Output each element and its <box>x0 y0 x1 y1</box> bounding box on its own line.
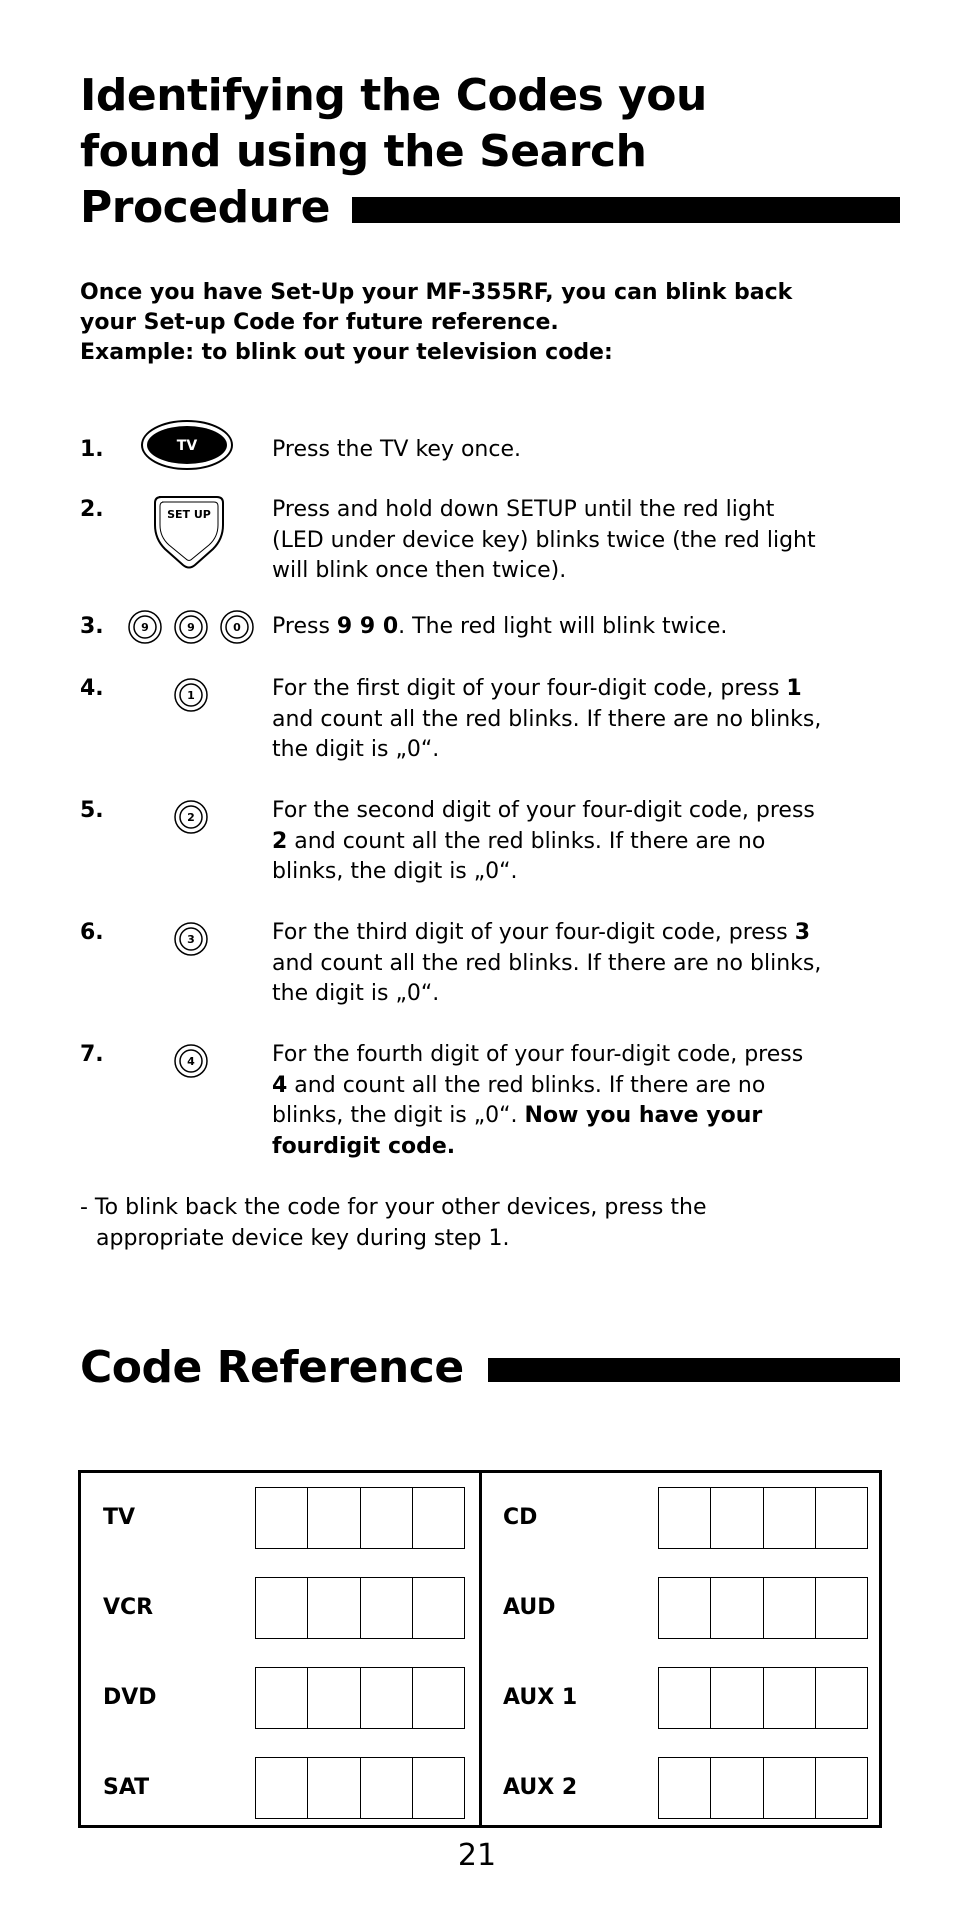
page-number: 21 <box>457 1838 497 1873</box>
code-entry-boxes <box>658 1577 868 1639</box>
title-line-2: found using the Search <box>80 126 647 177</box>
svg-text:9: 9 <box>141 621 149 634</box>
code-entry-boxes <box>255 1667 465 1729</box>
svg-text:2: 2 <box>187 811 195 824</box>
code-row-vcr <box>103 1577 473 1639</box>
note-text <box>80 1192 900 1254</box>
step-text: For the second digit of your four-digit code, press 2 and count all the red blinks. If there are no blinks, the digit is „0“. <box>272 798 815 884</box>
tv-key-icon <box>142 421 232 469</box>
device-label: CD <box>503 1505 538 1530</box>
digit-2-key-icon <box>175 801 207 833</box>
svg-text:3: 3 <box>187 933 195 946</box>
title-line-3-row <box>80 180 900 236</box>
svg-text:4: 4 <box>187 1055 195 1068</box>
device-label: SAT <box>103 1775 150 1800</box>
digit-4-key-icon <box>175 1045 207 1077</box>
table-divider <box>479 1473 482 1825</box>
step-number: 3. <box>80 614 104 639</box>
step-text: Press 9 9 0. The red light will blink twice. <box>272 614 728 639</box>
digit-9-key-icon <box>175 611 207 643</box>
device-label: AUD <box>503 1595 556 1620</box>
code-row-aux2 <box>503 1757 873 1819</box>
page-title <box>80 68 900 236</box>
device-label: TV <box>103 1505 136 1530</box>
code-row-aux1 <box>503 1667 873 1729</box>
intro-line-1: Once you have Set-Up your MF-355RF, you can blink back <box>80 280 793 305</box>
tv-key-label: TV <box>176 438 198 454</box>
code-entry-boxes <box>255 1487 465 1549</box>
intro-text <box>80 278 900 368</box>
step-number: 2. <box>80 497 104 522</box>
setup-key-label: SET UP <box>167 508 211 521</box>
step-text: For the third digit of your four-digit code, press 3 and count all the red blinks. If there are no blinks, the digit is „0“. <box>272 920 822 1006</box>
step-text: Press and hold down SETUP until the red light (LED under device key) blinks twice (the red light will blink once then twice). <box>272 497 816 583</box>
code-entry-boxes <box>255 1577 465 1639</box>
title-rule <box>352 197 900 223</box>
device-label: DVD <box>103 1685 157 1710</box>
svg-text:0: 0 <box>233 621 241 634</box>
svg-text:1: 1 <box>187 689 195 702</box>
code-row-sat <box>103 1757 473 1819</box>
code-entry-boxes <box>658 1757 868 1819</box>
svg-text:9: 9 <box>187 621 195 634</box>
step-number: 4. <box>80 676 104 701</box>
code-row-dvd <box>103 1667 473 1729</box>
intro-line-3: Example: to blink out your television code: <box>80 340 613 365</box>
note-line-2: appropriate device key during step 1. <box>96 1226 510 1251</box>
step-number: 5. <box>80 798 104 823</box>
digit-9-key-icon <box>129 611 161 643</box>
note-line-1: - To blink back the code for your other devices, press the <box>80 1195 707 1220</box>
title-line-3: Procedure <box>80 182 330 233</box>
device-label: AUX 2 <box>503 1775 578 1800</box>
step-text: For the fourth digit of your four-digit code, press 4 and count all the red blinks. If there are no blinks, the digit is „0“. Now you have your fourdigit code. <box>272 1042 804 1159</box>
code-reference-table <box>78 1470 882 1828</box>
section-rule <box>488 1358 900 1382</box>
digit-0-key-icon <box>221 611 253 643</box>
step-text: For the first digit of your four-digit code, press 1 and count all the red blinks. If there are no blinks, the digit is „0“. <box>272 676 822 762</box>
code-row-tv <box>103 1487 473 1549</box>
step-number: 7. <box>80 1042 104 1067</box>
digit-3-key-icon <box>175 923 207 955</box>
code-entry-boxes <box>658 1487 868 1549</box>
step-text: Press the TV key once. <box>272 437 522 462</box>
setup-key-icon <box>155 497 223 568</box>
device-label: VCR <box>103 1595 154 1620</box>
intro-line-2: your Set-up Code for future reference. <box>80 310 559 335</box>
code-entry-boxes <box>658 1667 868 1729</box>
code-row-cd <box>503 1487 873 1549</box>
title-line-1: Identifying the Codes you <box>80 70 707 121</box>
step-number: 6. <box>80 920 104 945</box>
code-row-aud <box>503 1577 873 1639</box>
step-number: 1. <box>80 437 104 462</box>
code-reference-title: Code Reference <box>80 1342 464 1393</box>
code-entry-boxes <box>255 1757 465 1819</box>
device-label: AUX 1 <box>503 1685 578 1710</box>
section-title <box>80 1340 900 1396</box>
digit-1-key-icon <box>175 679 207 711</box>
